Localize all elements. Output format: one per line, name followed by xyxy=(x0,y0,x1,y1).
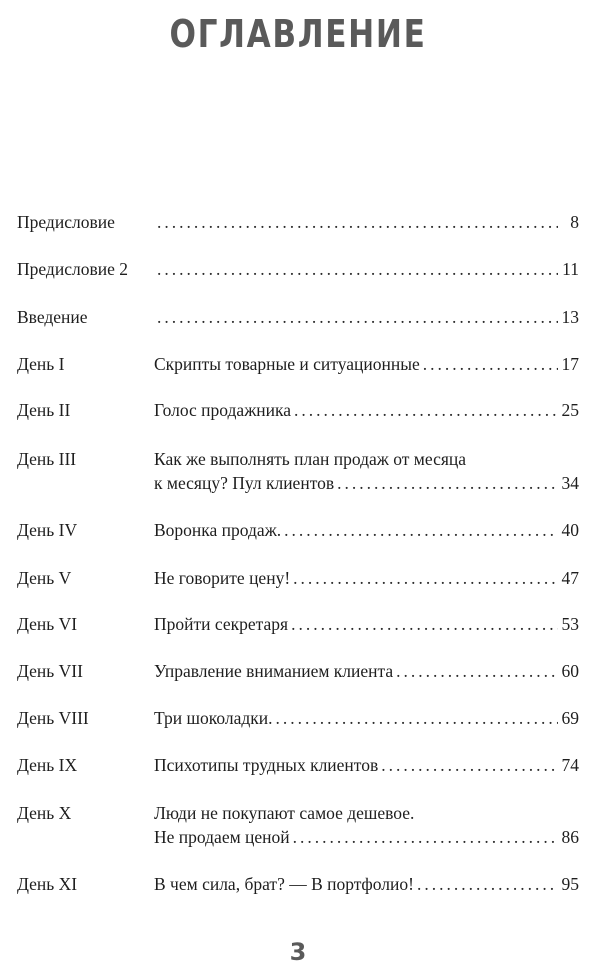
toc-content xyxy=(154,659,579,683)
toc-label: День II xyxy=(17,400,71,420)
toc-title-line: Люди не покупают самое дешевое. xyxy=(154,803,415,823)
toc-title: Не говорите цену! xyxy=(154,568,291,588)
toc-page-number: 53 xyxy=(561,614,579,634)
toc-title: к месяцу? Пул клиентов xyxy=(154,473,335,493)
page-title: ОГЛАВЛЕНИЕ xyxy=(169,12,427,56)
toc-page-number: 40 xyxy=(561,520,579,540)
dot-leader xyxy=(276,706,558,730)
dot-leader xyxy=(294,398,558,422)
toc-content xyxy=(154,566,579,590)
toc-title: Не продаем ценой xyxy=(154,827,290,847)
toc-content xyxy=(154,872,579,896)
toc-page-number: 95 xyxy=(561,874,579,894)
toc-page-number: 60 xyxy=(561,661,579,681)
dot-leader xyxy=(417,872,558,896)
dot-leader xyxy=(284,518,558,542)
toc-label: День IX xyxy=(17,755,78,775)
toc-title: Скрипты товарные и ситуационные xyxy=(154,354,420,374)
dot-leader xyxy=(337,471,558,495)
toc-title: Пройти секретаря xyxy=(154,614,289,634)
dot-leader xyxy=(396,659,558,683)
toc-content xyxy=(154,210,579,234)
toc-label: День X xyxy=(17,803,72,823)
toc-page-number: 34 xyxy=(561,473,579,493)
dot-leader xyxy=(381,753,558,777)
toc-label: День I xyxy=(17,354,65,374)
toc-content xyxy=(154,447,579,495)
toc-title: Голос продажника xyxy=(154,400,292,420)
toc-label: День III xyxy=(17,449,77,469)
toc-content xyxy=(154,305,579,329)
toc-page-number: 8 xyxy=(570,212,579,232)
toc-label: День VIII xyxy=(17,708,89,728)
toc-label: День XI xyxy=(17,874,78,894)
toc-title-line: Как же выполнять план продаж от месяца xyxy=(154,449,467,469)
toc-page-number: 11 xyxy=(562,259,579,279)
toc-page-number: 47 xyxy=(561,568,579,588)
toc-label: Предисловие xyxy=(17,212,115,232)
toc-label: День VI xyxy=(17,614,78,634)
dot-leader xyxy=(423,352,558,376)
toc-content xyxy=(154,801,579,849)
toc-content xyxy=(154,706,579,730)
dot-leader xyxy=(291,612,558,636)
toc-page-number: 17 xyxy=(561,354,579,374)
toc-page-number: 74 xyxy=(561,755,579,775)
toc-content xyxy=(154,352,579,376)
toc-title: Воронка продаж. xyxy=(154,520,282,540)
page-number: 3 xyxy=(289,938,307,966)
toc-label: День V xyxy=(17,568,72,588)
dot-leader xyxy=(157,257,558,281)
dot-leader xyxy=(293,566,558,590)
dot-leader xyxy=(157,305,558,329)
dot-leader xyxy=(293,825,558,849)
toc-title: В чем сила, брат? — В портфолио! xyxy=(154,874,414,894)
toc-page-number: 69 xyxy=(561,708,579,728)
toc-label: День IV xyxy=(17,520,78,540)
toc-content xyxy=(154,518,579,542)
toc-page-number: 25 xyxy=(561,400,579,420)
toc-content xyxy=(154,257,579,281)
toc-page-number: 13 xyxy=(561,307,579,327)
toc-label: Предисловие 2 xyxy=(17,259,128,279)
toc-title: Психотипы трудных клиентов xyxy=(154,755,379,775)
toc-title: Три шоколадки. xyxy=(154,708,273,728)
toc-title: Управление вниманием клиента xyxy=(154,661,394,681)
toc-label: Введение xyxy=(17,307,88,327)
toc-content xyxy=(154,753,579,777)
toc-content xyxy=(154,612,579,636)
toc-page-number: 86 xyxy=(561,827,579,847)
dot-leader xyxy=(157,210,558,234)
toc-label: День VII xyxy=(17,661,83,681)
toc-content xyxy=(154,398,579,422)
